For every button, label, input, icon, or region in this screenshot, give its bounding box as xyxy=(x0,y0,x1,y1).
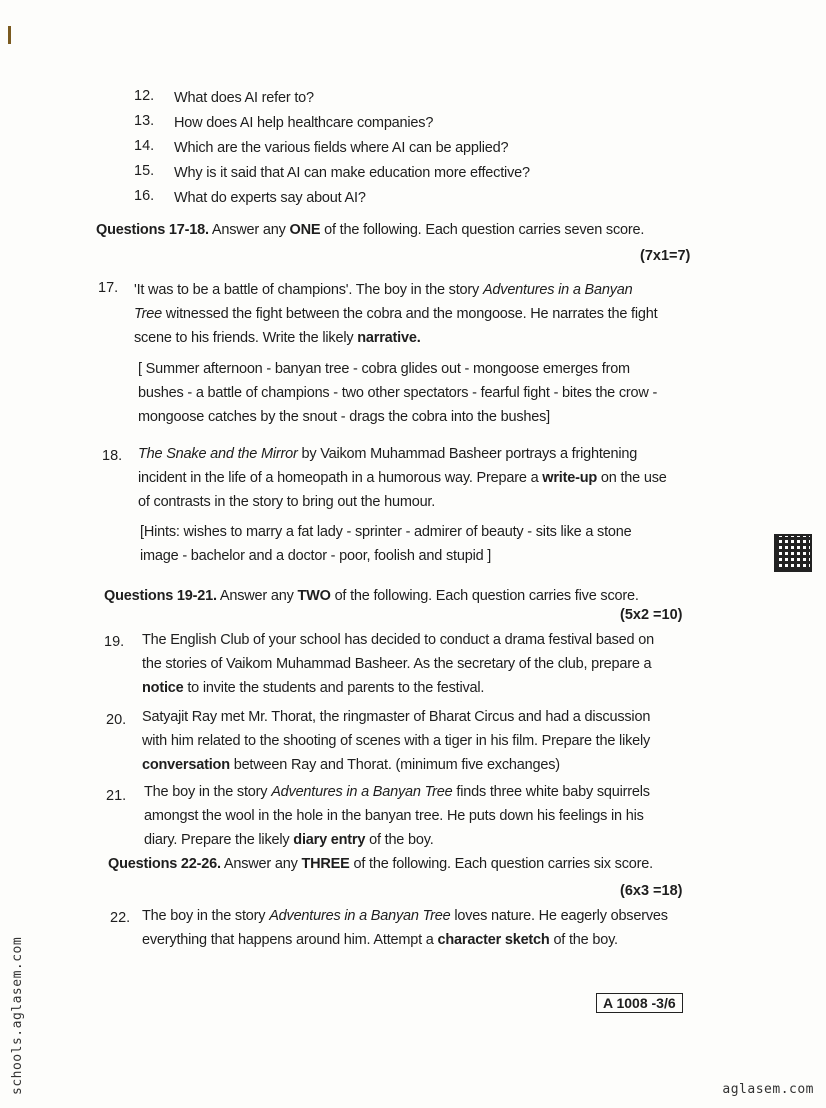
text-line: The English Club of your school has decided to conduct a drama festival based on xyxy=(142,632,654,648)
question-text: What do experts say about AI? xyxy=(174,190,366,206)
question-number: 17. xyxy=(98,280,119,296)
question-22-text xyxy=(142,904,702,952)
question-number: 21. xyxy=(106,788,127,804)
text-line: loves nature. He eagerly observes xyxy=(454,908,668,924)
text-line: by Vaikom Muhammad Basheer portrays a frightening xyxy=(301,446,638,462)
task-keyword: write-up xyxy=(542,470,598,486)
section-range: Questions 22-26. xyxy=(108,856,221,872)
hint-line: mongoose catches by the snout - drags the cobra into the bushes] xyxy=(138,409,550,425)
section-score: (5x2 =10) xyxy=(620,607,683,623)
text-line: between Ray and Thorat. (minimum five exchanges) xyxy=(233,757,560,773)
text-line: finds three white baby squirrels xyxy=(456,784,650,800)
task-keyword: notice xyxy=(142,680,184,696)
text-line: with him related to the shooting of scenes with a tiger in his film. Prepare the likely xyxy=(142,733,651,749)
text-line: Satyajit Ray met Mr. Thorat, the ringmaster of Bharat Circus and had a discussion xyxy=(142,709,651,725)
watermark-right: aglasem.com xyxy=(722,1082,814,1097)
question-21-text xyxy=(144,780,704,852)
section-heading xyxy=(108,852,653,877)
story-title: Tree xyxy=(134,306,162,322)
hint-line: bushes - a battle of champions - two other spectators - fearful fight - bites the crow - xyxy=(138,385,658,401)
section-instruction: Answer any xyxy=(219,588,294,604)
story-title: Adventures in a Banyan Tree xyxy=(271,784,453,800)
text-line: of the boy. xyxy=(553,932,618,948)
task-keyword: character sketch xyxy=(437,932,550,948)
task-keyword: narrative. xyxy=(357,330,421,346)
question-19-text xyxy=(142,628,702,700)
question-number: 22. xyxy=(110,910,131,926)
section-instruction: Answer any xyxy=(211,222,286,238)
section-heading xyxy=(96,218,644,243)
text-line: the stories of Vaikom Muhammad Basheer. As the secretary of the club, prepare a xyxy=(142,656,652,672)
question-18-text xyxy=(138,442,698,514)
question-number: 18. xyxy=(102,448,123,464)
section-instruction: Answer any xyxy=(223,856,298,872)
section-count: THREE xyxy=(301,856,350,872)
text-line: everything that happens around him. Attempt a xyxy=(142,932,434,948)
story-title: Adventures in a Banyan xyxy=(482,282,633,298)
story-title: The Snake and the Mirror xyxy=(138,446,298,462)
question-20-text xyxy=(142,705,702,777)
question-number: 12. xyxy=(134,88,155,104)
binding-mark xyxy=(8,26,11,44)
text-line: incident in the life of a homeopath in a humorous way. Prepare a xyxy=(138,470,539,486)
section-instruction: of the following. Each question carries six score. xyxy=(353,856,653,872)
story-title: Adventures in a Banyan Tree xyxy=(269,908,451,924)
task-keyword: conversation xyxy=(142,757,230,773)
page-code: A 1008 -3/6 xyxy=(596,993,683,1013)
text-line: of contrasts in the story to bring out the humour. xyxy=(138,494,436,510)
question-number: 13. xyxy=(134,113,155,129)
hint-line: [Hints: wishes to marry a fat lady - sprinter - admirer of beauty - sits like a stone xyxy=(140,524,632,540)
task-keyword: diary entry xyxy=(293,832,366,848)
section-score: (6x3 =18) xyxy=(620,883,683,899)
text-line: scene to his friends. Write the likely xyxy=(134,330,354,346)
question-17-text xyxy=(134,278,704,350)
section-range: Questions 17-18. xyxy=(96,222,209,238)
text-line: 'It was to be a battle of champions'. The boy in the story xyxy=(134,282,480,298)
hint-line: image - bachelor and a doctor - poor, foolish and stupid ] xyxy=(140,548,492,564)
question-text: Which are the various fields where AI can be applied? xyxy=(174,140,509,156)
question-number: 14. xyxy=(134,138,155,154)
question-number: 20. xyxy=(106,712,127,728)
section-count: TWO xyxy=(297,588,331,604)
question-number: 15. xyxy=(134,163,155,179)
text-line: of the boy. xyxy=(369,832,434,848)
section-instruction: of the following. Each question carries five score. xyxy=(334,588,639,604)
text-line: witnessed the fight between the cobra and the mongoose. He narrates the fight xyxy=(165,306,658,322)
text-line: The boy in the story xyxy=(144,784,268,800)
text-line: to invite the students and parents to the festival. xyxy=(187,680,485,696)
question-text: How does AI help healthcare companies? xyxy=(174,115,434,131)
question-number: 16. xyxy=(134,188,155,204)
watermark-left: schools.aglasem.com xyxy=(10,936,25,1095)
section-count: ONE xyxy=(289,222,321,238)
section-range: Questions 19-21. xyxy=(104,588,217,604)
question-text: Why is it said that AI can make education more effective? xyxy=(174,165,530,181)
text-line: amongst the wool in the hole in the banyan tree. He puts down his feelings in his xyxy=(144,808,644,824)
text-line: diary. Prepare the likely xyxy=(144,832,290,848)
question-number: 19. xyxy=(104,634,125,650)
section-score: (7x1=7) xyxy=(640,248,691,264)
qr-code-icon xyxy=(774,534,812,572)
hint-line: [ Summer afternoon - banyan tree - cobra glides out - mongoose emerges from xyxy=(138,361,630,377)
question-18-hints xyxy=(140,520,700,568)
question-17-hints xyxy=(138,357,703,429)
section-instruction: of the following. Each question carries seven score. xyxy=(324,222,645,238)
text-line: on the use xyxy=(600,470,667,486)
section-heading xyxy=(104,584,639,609)
question-text: What does AI refer to? xyxy=(174,90,314,106)
text-line: The boy in the story xyxy=(142,908,266,924)
